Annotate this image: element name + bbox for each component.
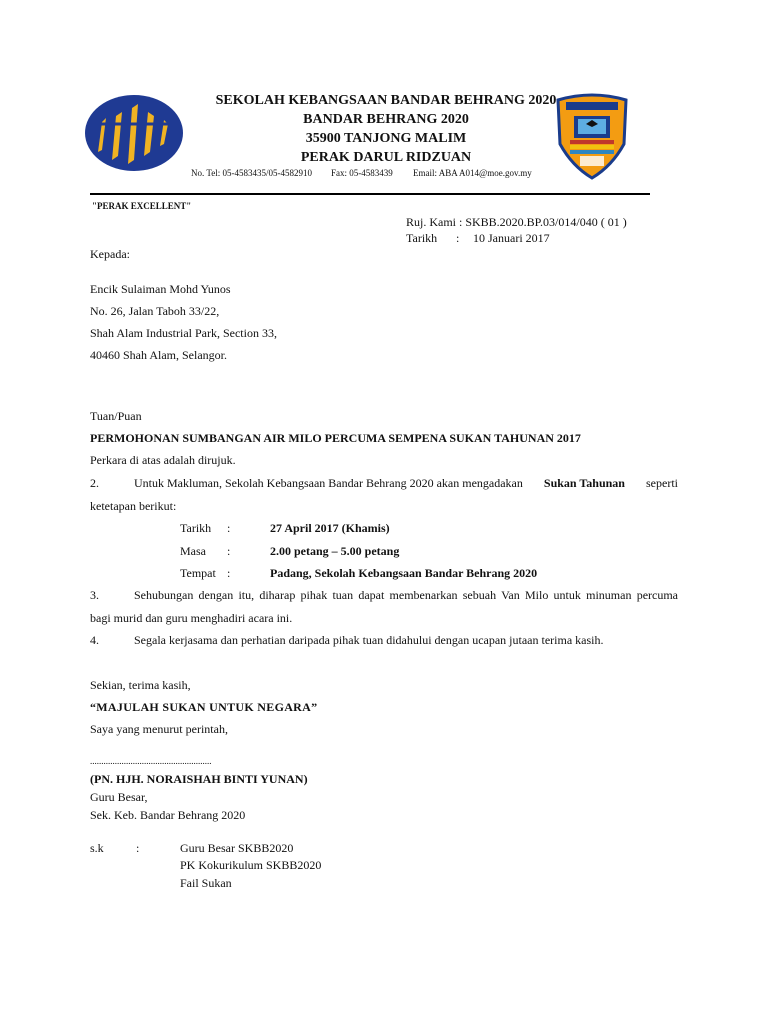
sk-label: s.k [90, 841, 104, 855]
detail-time-value: 2.00 petang – 5.00 petang [270, 544, 400, 558]
contact-tel: No. Tel: 05-4583435/05-4582910 [191, 168, 312, 178]
kepada-label: Kepada: [90, 247, 130, 261]
paragraph-1: Perkara di atas adalah dirujuk. [90, 453, 236, 467]
detail-venue-sep: : [227, 566, 231, 580]
subject-line: PERMOHONAN SUMBANGAN AIR MILO PERCUMA SEMPENA SUKAN TAHUNAN 2017 [90, 431, 581, 445]
signer-org: Sek. Keb. Bandar Behrang 2020 [90, 808, 246, 822]
date-separator: : [456, 231, 460, 245]
signer-title: Guru Besar, [90, 790, 148, 804]
closing-slogan: “MAJULAH SUKAN UNTUK NEGARA” [90, 700, 318, 714]
paragraph-3-number: 3. [90, 588, 99, 602]
closing-saya: Saya yang menurut perintah, [90, 722, 228, 736]
address-line-2: BANDAR BEHRANG 2020 [303, 112, 469, 127]
detail-time-sep: : [227, 544, 231, 558]
paragraph-2-bold: Sukan Tahunan [543, 476, 625, 490]
sk-item-3: Fail Sukan [180, 876, 232, 890]
paragraph-3-line-1: Sehubungan dengan itu, diharap pihak tuan dapat membenarkan sebuah Van Milo untuk minuman percuma [134, 588, 678, 602]
paragraph-2-number: 2. [90, 476, 99, 490]
detail-date-sep: : [227, 521, 231, 535]
paragraph-4-number: 4. [90, 633, 99, 647]
detail-date-value: 27 April 2017 (Khamis) [270, 521, 390, 535]
contact-fax: Fax: 05-4583439 [331, 168, 393, 178]
detail-venue-label: Tempat [180, 566, 216, 580]
header-rule [90, 193, 650, 195]
address-line-3: 35900 TANJONG MALIM [305, 131, 467, 146]
paragraph-4-line-1: Segala kerjasama dan perhatian daripada pihak tuan didahului dengan ucapan jutaan terima kasih. [134, 633, 604, 647]
sk-item-2: PK Kokurikulum SKBB2020 [180, 858, 322, 872]
school-name: SEKOLAH KEBANGSAAN BANDAR BEHRANG 2020 [215, 93, 557, 108]
ministry-logo [84, 94, 184, 172]
recipient-address-3: 40460 Shah Alam, Selangor. [90, 348, 227, 362]
date-value: 10 Januari 2017 [473, 231, 550, 245]
motto: "PERAK EXCELLENT" [92, 201, 192, 211]
address-line-4: PERAK DARUL RIDZUAN [300, 150, 472, 165]
paragraph-2-text-b: seperti [646, 476, 678, 490]
paragraph-3-line-2: bagi murid dan guru menghadiri acara ini. [90, 611, 293, 625]
detail-date-label: Tarikh [180, 521, 212, 535]
sk-item-1: Guru Besar SKBB2020 [180, 841, 294, 855]
reference-number: Ruj. Kami : SKBB.2020.BP.03/014/040 ( 01 ) [406, 215, 627, 229]
recipient-name: Encik Sulaiman Mohd Yunos [90, 282, 231, 296]
paragraph-2-line-1 [134, 476, 678, 491]
paragraph-2-text-a: Untuk Makluman, Sekolah Kebangsaan Bandar Behrang 2020 akan mengadakan [134, 476, 523, 490]
signer-name: (PN. HJH. NORAISHAH BINTI YUNAN) [90, 772, 308, 786]
contact-email: Email: ABA A014@moe.gov.my [413, 168, 532, 178]
recipient-address-2: Shah Alam Industrial Park, Section 33, [90, 326, 277, 340]
recipient-address-1: No. 26, Jalan Taboh 33/22, [90, 304, 220, 318]
salutation: Tuan/Puan [90, 409, 142, 423]
closing-sekian: Sekian, terima kasih, [90, 678, 191, 692]
detail-venue-value: Padang, Sekolah Kebangsaan Bandar Behrang 2020 [270, 566, 538, 580]
detail-time-label: Masa [180, 544, 206, 558]
signature-dots: ...................................................... [90, 756, 212, 766]
sk-separator: : [136, 841, 140, 855]
date-label: Tarikh [406, 231, 438, 245]
paragraph-2-line-2: ketetapan berikut: [90, 499, 177, 513]
